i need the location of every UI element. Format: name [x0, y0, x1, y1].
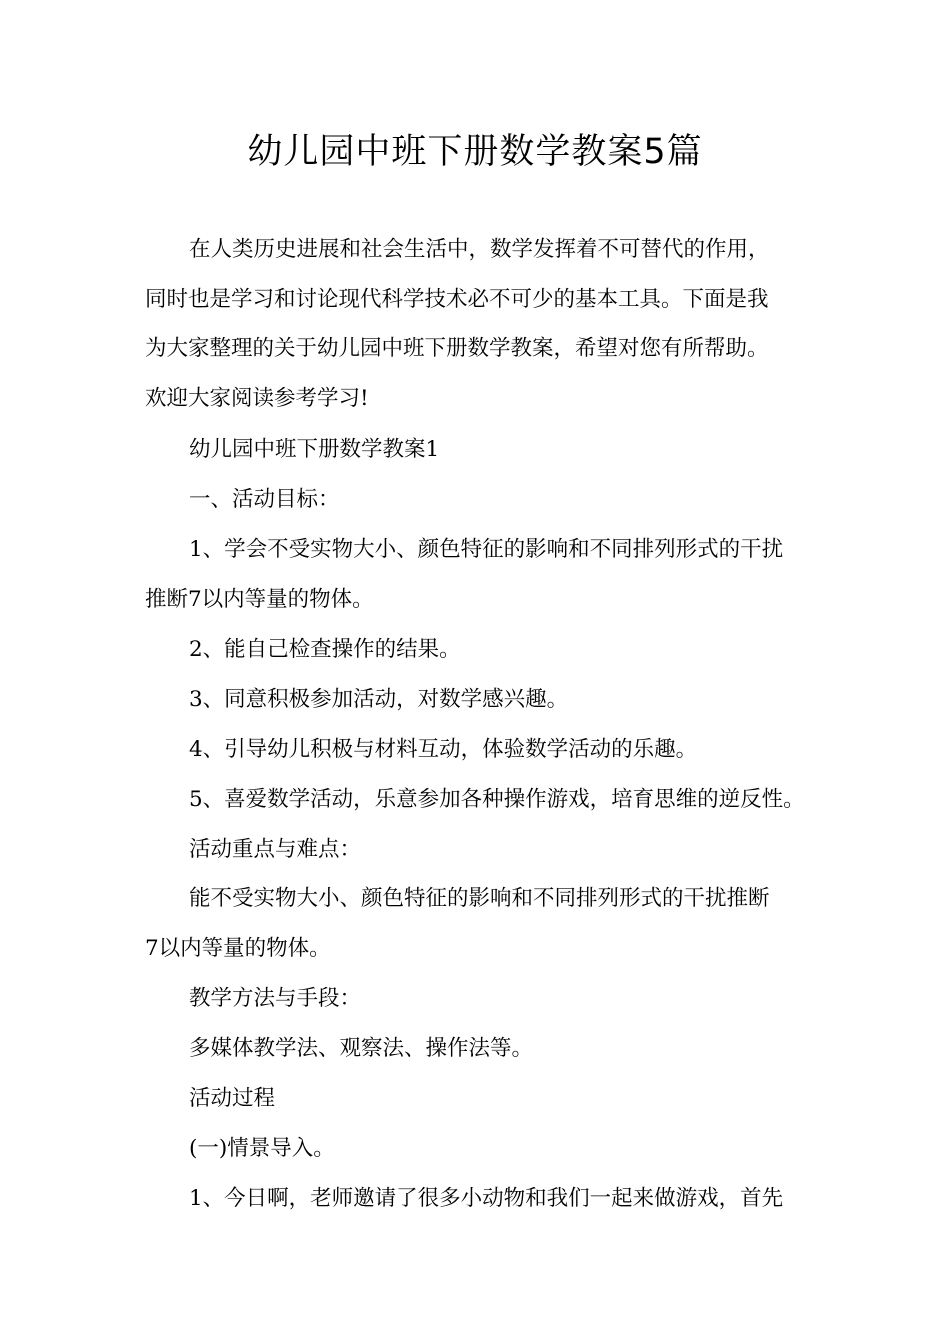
objective-5: 5、喜爱数学活动，乐意参加各种操作游戏，培育思维的逆反性。 [189, 787, 805, 812]
objective-3: 3、同意积极参加活动，对数学感兴趣。 [189, 687, 569, 712]
key-points-heading: 活动重点与难点： [189, 837, 362, 862]
intro-paragraph-line-1: 在人类历史进展和社会生活中，数学发挥着不可替代的作用， [189, 237, 770, 262]
key-points-line-2: 7以内等量的物体。 [145, 936, 331, 961]
objective-2: 2、能自己检查操作的结果。 [189, 637, 461, 662]
intro-paragraph-line-3: 为大家整理的关于幼儿园中班下册数学教案，希望对您有所帮助。 [145, 336, 769, 361]
objectives-heading: 一、活动目标： [189, 487, 340, 512]
intro-paragraph-line-4: 欢迎大家阅读参考学习! [145, 386, 369, 411]
process-heading: 活动过程 [189, 1086, 276, 1111]
process-step-1: 1、今日啊，老师邀请了很多小动物和我们一起来做游戏，首先 [189, 1186, 784, 1211]
objective-4: 4、引导幼儿积极与材料互动，体验数学活动的乐趣。 [189, 737, 698, 762]
section-heading: 幼儿园中班下册数学教案1 [189, 437, 440, 462]
key-points-line-1: 能不受实物大小、颜色特征的影响和不同排列形式的干扰推断 [189, 886, 770, 911]
intro-paragraph-line-2: 同时也是学习和讨论现代科学技术必不可少的基本工具。下面是我 [145, 287, 769, 312]
objective-1-line-1: 1、学会不受实物大小、颜色特征的影响和不同排列形式的干扰 [189, 537, 784, 562]
methods-text: 多媒体教学法、观察法、操作法等。 [189, 1036, 534, 1061]
process-step-heading: (一)情景导入。 [189, 1136, 335, 1161]
document-title: 幼儿园中班下册数学教案5篇 [247, 132, 703, 172]
objective-1-line-2: 推断7以内等量的物体。 [145, 587, 374, 612]
methods-heading: 教学方法与手段： [189, 986, 362, 1011]
